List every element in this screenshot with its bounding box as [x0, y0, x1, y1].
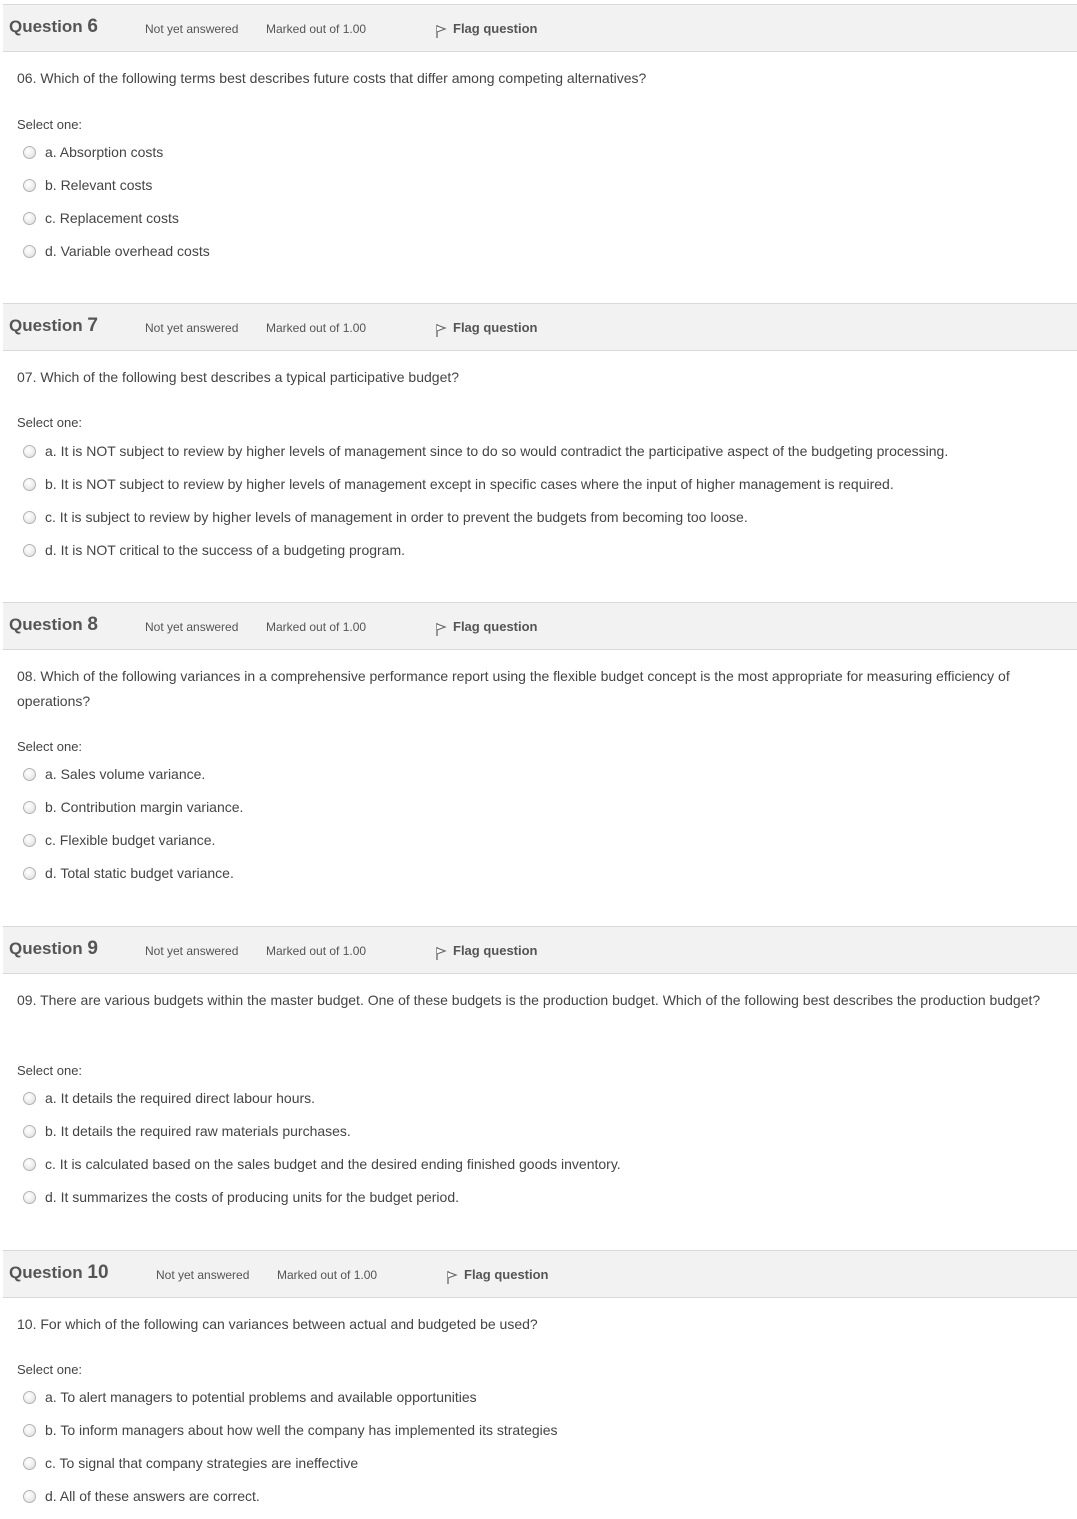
answer-option-a[interactable] — [23, 443, 948, 459]
radio-button[interactable] — [23, 1092, 36, 1105]
question-block-8 — [3, 602, 1077, 881]
answer-option-b[interactable] — [23, 799, 243, 815]
question-grade: Marked out of 1.00 — [277, 1268, 378, 1282]
question-text: 06. Which of the following terms best describes future costs that differ among competing alternatives? — [17, 70, 647, 86]
radio-button[interactable] — [23, 245, 36, 258]
flag-question-button[interactable] — [446, 1267, 549, 1282]
select-one-label: Select one: — [17, 1063, 83, 1078]
question-number: 7 — [87, 315, 98, 336]
question-title — [9, 16, 98, 38]
radio-button[interactable] — [23, 544, 36, 557]
flag-icon — [435, 946, 447, 960]
question-header — [3, 303, 1077, 351]
radio-button[interactable] — [23, 801, 36, 814]
question-block-9 — [3, 926, 1077, 1205]
answer-option-label: d. It summarizes the costs of producing units for the budget period. — [45, 1189, 459, 1205]
answer-option-a[interactable] — [23, 1389, 477, 1405]
radio-button[interactable] — [23, 1125, 36, 1138]
answer-option-label: c. Flexible budget variance. — [45, 832, 216, 848]
flag-question-label: Flag question — [453, 21, 538, 36]
answer-option-b[interactable] — [23, 1123, 351, 1139]
answer-option-b[interactable] — [23, 476, 894, 492]
question-header — [3, 1250, 1077, 1298]
question-state: Not yet answered — [145, 22, 239, 36]
answer-option-label: b. To inform managers about how well the company has implemented its strategies — [45, 1422, 558, 1438]
select-one-label: Select one: — [17, 1362, 83, 1377]
question-text: 08. Which of the following variances in a comprehensive performance report using the flexible budget concept is the most appropriate for measuring efficiency of operations? — [17, 668, 1010, 709]
flag-question-label: Flag question — [453, 320, 538, 335]
answer-option-a[interactable] — [23, 144, 163, 160]
radio-button[interactable] — [23, 1457, 36, 1470]
radio-button[interactable] — [23, 212, 36, 225]
question-title — [9, 1262, 109, 1284]
flag-question-button[interactable] — [435, 21, 538, 36]
answer-option-label: d. All of these answers are correct. — [45, 1488, 260, 1504]
answer-option-label: b. It is NOT subject to review by higher levels of management except in specific cases where the input of higher management is required. — [45, 476, 894, 492]
flag-icon — [435, 323, 447, 337]
flag-icon — [435, 622, 447, 636]
answer-option-a[interactable] — [23, 766, 205, 782]
answer-option-c[interactable] — [23, 1455, 358, 1471]
answer-option-label: a. Sales volume variance. — [45, 766, 206, 782]
answer-option-c[interactable] — [23, 210, 179, 226]
select-one-label: Select one: — [17, 415, 83, 430]
question-label: Question — [9, 939, 83, 958]
question-header — [3, 4, 1077, 52]
answer-option-b[interactable] — [23, 177, 152, 193]
radio-button[interactable] — [23, 867, 36, 880]
radio-button[interactable] — [23, 1391, 36, 1404]
flag-question-button[interactable] — [435, 320, 538, 335]
question-number: 6 — [87, 16, 98, 37]
answer-option-d[interactable] — [23, 865, 234, 881]
question-grade: Marked out of 1.00 — [266, 321, 367, 335]
question-number: 9 — [87, 938, 98, 959]
answer-option-d[interactable] — [23, 542, 405, 558]
answer-option-label: a. To alert managers to potential problems and available opportunities — [45, 1389, 477, 1405]
answer-option-label: d. Variable overhead costs — [45, 243, 210, 259]
flag-icon — [435, 24, 447, 38]
answer-option-b[interactable] — [23, 1422, 558, 1438]
answer-option-label: b. Relevant costs — [45, 177, 153, 193]
radio-button[interactable] — [23, 445, 36, 458]
flag-question-label: Flag question — [453, 943, 538, 958]
question-title — [9, 614, 98, 636]
radio-button[interactable] — [23, 1424, 36, 1437]
question-state: Not yet answered — [145, 321, 239, 335]
radio-button[interactable] — [23, 179, 36, 192]
radio-button[interactable] — [23, 834, 36, 847]
select-one-label: Select one: — [17, 117, 83, 132]
answer-option-a[interactable] — [23, 1090, 315, 1106]
question-state: Not yet answered — [156, 1268, 250, 1282]
answer-option-label: b. Contribution margin variance. — [45, 799, 244, 815]
question-label: Question — [9, 1263, 83, 1282]
question-block-7 — [3, 303, 1077, 558]
flag-question-button[interactable] — [435, 943, 538, 958]
radio-button[interactable] — [23, 511, 36, 524]
answer-option-label: c. To signal that company strategies are ineffective — [45, 1455, 359, 1471]
radio-button[interactable] — [23, 768, 36, 781]
answer-option-label: c. It is subject to review by higher levels of management in order to prevent the budgets from becoming too loose. — [45, 509, 748, 525]
question-label: Question — [9, 17, 83, 36]
answer-option-label: a. It details the required direct labour hours. — [45, 1090, 316, 1106]
question-state: Not yet answered — [145, 944, 239, 958]
question-grade: Marked out of 1.00 — [266, 22, 367, 36]
question-label: Question — [9, 316, 83, 335]
answer-option-c[interactable] — [23, 1156, 621, 1172]
answer-option-c[interactable] — [23, 509, 748, 525]
question-number: 8 — [87, 614, 98, 635]
flag-icon — [446, 1270, 458, 1284]
answer-option-label: a. Absorption costs — [45, 144, 164, 160]
answer-option-label: d. It is NOT critical to the success of a budgeting program. — [45, 542, 406, 558]
answer-option-d[interactable] — [23, 1488, 260, 1504]
answer-option-label: c. Replacement costs — [45, 210, 179, 226]
question-title — [9, 315, 98, 337]
radio-button[interactable] — [23, 146, 36, 159]
flag-question-button[interactable] — [435, 619, 538, 634]
question-block-6 — [3, 4, 1077, 259]
answer-option-label: d. Total static budget variance. — [45, 865, 234, 881]
question-state: Not yet answered — [145, 620, 239, 634]
question-header — [3, 602, 1077, 650]
select-one-label: Select one: — [17, 739, 83, 754]
question-text: 07. Which of the following best describes a typical participative budget? — [17, 369, 460, 385]
question-title — [9, 938, 98, 960]
answer-option-label: a. It is NOT subject to review by higher levels of management since to do so would contradict the participative aspect of the budgeting processing. — [45, 443, 949, 459]
radio-button[interactable] — [23, 1490, 36, 1503]
question-text: 09. There are various budgets within the master budget. One of these budgets is the production budget. Which of the following best describes the production budget? — [17, 992, 1041, 1008]
answer-option-d[interactable] — [23, 243, 210, 259]
answer-option-c[interactable] — [23, 832, 215, 848]
answer-option-label: c. It is calculated based on the sales budget and the desired ending finished goods inventory. — [45, 1156, 621, 1172]
answer-option-d[interactable] — [23, 1189, 459, 1205]
question-number: 10 — [87, 1262, 109, 1283]
question-grade: Marked out of 1.00 — [266, 620, 367, 634]
question-label: Question — [9, 615, 83, 634]
flag-question-label: Flag question — [464, 1267, 549, 1282]
question-block-10 — [3, 1250, 1077, 1504]
question-text: 10. For which of the following can variances between actual and budgeted be used? — [17, 1316, 538, 1332]
question-header — [3, 926, 1077, 974]
radio-button[interactable] — [23, 478, 36, 491]
question-grade: Marked out of 1.00 — [266, 944, 367, 958]
radio-button[interactable] — [23, 1158, 36, 1171]
radio-button[interactable] — [23, 1191, 36, 1204]
flag-question-label: Flag question — [453, 619, 538, 634]
answer-option-label: b. It details the required raw materials purchases. — [45, 1123, 351, 1139]
